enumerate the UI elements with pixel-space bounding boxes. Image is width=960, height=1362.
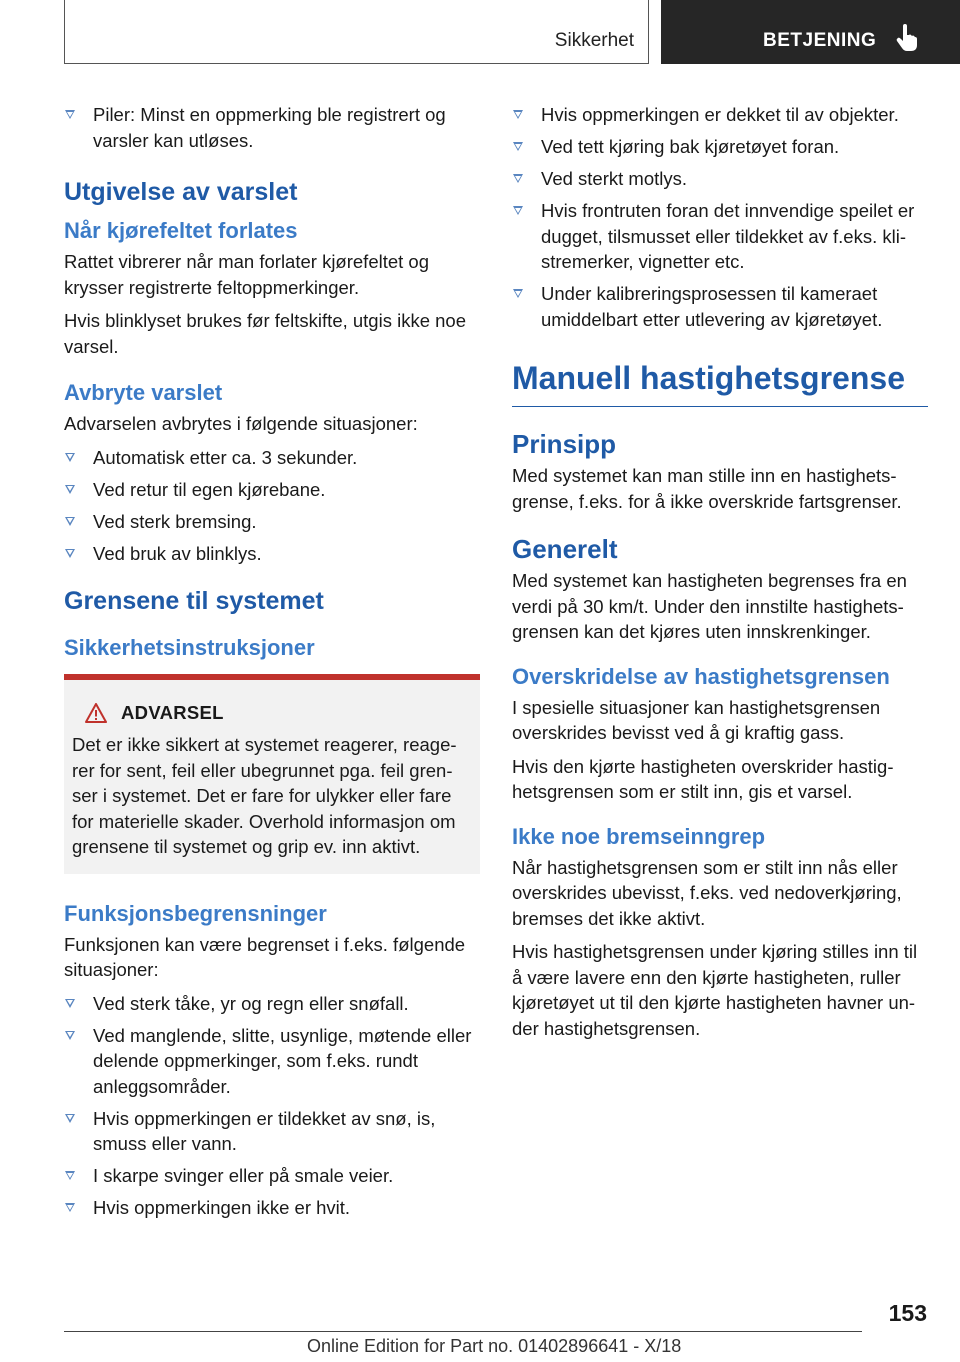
paragraph: Advarselen avbrytes i følgende situasjoner: bbox=[64, 413, 418, 434]
bullet-triangle-icon bbox=[65, 453, 75, 462]
bullet-triangle-icon bbox=[65, 1171, 75, 1180]
list-item: Ved manglende, slitte, usynlige, møtende eller delende oppmerkinger, som f.eks. rundt anleggsområder. bbox=[64, 1023, 480, 1100]
intro-list bbox=[64, 102, 480, 153]
footer-divider bbox=[64, 1331, 862, 1332]
warning-header bbox=[85, 702, 470, 724]
list-item: Hvis oppmerkingen ikke er hvit. bbox=[64, 1195, 480, 1221]
heading-prinsipp: Prinsipp bbox=[512, 429, 617, 459]
header-section-box bbox=[64, 0, 649, 64]
heading-manuell: Manuell hastighetsgrense bbox=[512, 358, 928, 407]
list-item: Ved sterk bremsing. bbox=[64, 509, 480, 535]
pointing-hand-icon bbox=[896, 24, 918, 52]
list-item: Ved sterk tåke, yr og regn eller snøfall. bbox=[64, 991, 480, 1017]
header-chapter-title: BETJENING bbox=[763, 30, 877, 51]
list-item: Under kalibreringsprosessen til kameraet umiddelbart etter utlevering av kjøretøyet. bbox=[512, 281, 928, 332]
footer-edition: Online Edition for Part no. 01402896641 - X/18 bbox=[307, 1336, 682, 1356]
heading-sikkerhet: Sikkerhetsinstruksjoner bbox=[64, 635, 315, 660]
bullet-triangle-icon bbox=[65, 549, 75, 558]
paragraph: Funksjonen kan være begrenset i f.eks. følgende situasjoner: bbox=[64, 933, 466, 980]
heading-forlates: Når kjørefeltet forlates bbox=[64, 218, 298, 243]
bullet-triangle-icon bbox=[65, 1031, 75, 1040]
warning-box bbox=[64, 674, 480, 874]
bullet-triangle-icon bbox=[513, 110, 523, 119]
list-item: Automatisk etter ca. 3 sekunder. bbox=[64, 445, 480, 471]
bullet-triangle-icon bbox=[65, 1114, 75, 1123]
list-item: Ved bruk av blinklys. bbox=[64, 541, 480, 567]
bullet-triangle-icon bbox=[513, 174, 523, 183]
bullet-triangle-icon bbox=[65, 110, 75, 119]
header-section-title: Sikkerhet bbox=[554, 30, 634, 51]
list-item: I skarpe svinger eller på smale veier. bbox=[64, 1163, 480, 1189]
list-item: Ved tett kjøring bak kjøretøyet foran. bbox=[512, 134, 928, 160]
list-item: Piler: Minst en oppmerking ble registrert og varsler kan utløses. bbox=[64, 102, 480, 153]
bullet-triangle-icon bbox=[65, 517, 75, 526]
list-item: Hvis oppmerkingen er tildekket av snø, is, smuss eller vann. bbox=[64, 1106, 480, 1157]
bullet-triangle-icon bbox=[513, 142, 523, 151]
paragraph: Med systemet kan man stille inn en hastighetsgrense, f.eks. for å ikke overskride fartsgrenser. bbox=[512, 465, 902, 512]
right-column bbox=[512, 102, 928, 1049]
heading-grensene: Grensene til systemet bbox=[64, 587, 324, 615]
warning-text: Det er ikke sikkert at systemet reagerer, reagerer for sent, feil eller ubegrunnet pga. feil grenser i systemet. Det er fare for ulykker eller fare for materielle skader. Overhold informasjon om grensene til systemet og grip ev. inn aktivt. bbox=[72, 734, 457, 857]
heading-overskridelse: Overskridelse av hastighetsgrensen bbox=[512, 663, 890, 689]
paragraph: I spesielle situasjoner kan hastighetsgrensen overskrides bevisst ved å gi kraftig gass. bbox=[512, 696, 881, 743]
paragraph: Når hastighetsgrensen som er stilt inn nås eller overskrides ubevisst, f.eks. ved nedoverkjøring, bremses det ikke aktivt. bbox=[512, 856, 902, 929]
funksjon-list bbox=[64, 991, 480, 1221]
bullet-triangle-icon bbox=[65, 999, 75, 1008]
heading-generelt: Generelt bbox=[512, 534, 618, 564]
heading-ikke: Ikke noe bremseinngrep bbox=[512, 823, 766, 849]
bullet-triangle-icon bbox=[513, 206, 523, 215]
paragraph: Hvis hastighetsgrensen under kjøring stilles inn til å være lavere enn den kjørte hastigheten, ruller kjøretøyet ut til den kjørte hastigheten havner under hastighetsgrensen. bbox=[512, 941, 918, 1039]
avbryte-list bbox=[64, 445, 480, 567]
page-number: 153 bbox=[888, 1300, 927, 1326]
bullet-triangle-icon bbox=[513, 289, 523, 298]
warning-title: ADVARSEL bbox=[121, 702, 224, 723]
top-list bbox=[512, 102, 928, 332]
heading-funksjon: Funksjonsbegrensninger bbox=[64, 900, 327, 926]
list-item: Ved retur til egen kjørebane. bbox=[64, 477, 480, 503]
paragraph: Hvis den kjørte hastigheten overskrider hastighetsgrensen som er stilt inn, gis et varsel. bbox=[512, 755, 894, 802]
header-chapter-tab bbox=[661, 0, 960, 64]
warning-triangle-icon bbox=[85, 703, 107, 723]
list-item: Ved sterkt motlys. bbox=[512, 166, 928, 192]
left-column bbox=[64, 102, 480, 1227]
bullet-triangle-icon bbox=[65, 1203, 75, 1212]
paragraph: Hvis blinklyset brukes før feltskifte, utgis ikke noe varsel. bbox=[64, 310, 467, 357]
heading-utgivelse: Utgivelse av varslet bbox=[64, 178, 298, 206]
heading-avbryte: Avbryte varslet bbox=[64, 380, 223, 405]
paragraph: Med systemet kan hastigheten begrenses fra en verdi på 30 km/t. Under den innstilte hastighetsgrensen kan det kjøres uten innskrenkinger. bbox=[512, 570, 907, 642]
list-item: Hvis oppmerkingen er dekket til av objekter. bbox=[512, 102, 928, 128]
paragraph: Rattet vibrerer når man forlater kjørefeltet og krysser registrerte feltoppmerkinger. bbox=[64, 251, 430, 298]
list-item: Hvis frontruten foran det innvendige speilet er dugget, tilsmusset eller tildekket av f.eks. klistremerker, vignetter etc. bbox=[512, 198, 928, 275]
bullet-triangle-icon bbox=[65, 485, 75, 494]
